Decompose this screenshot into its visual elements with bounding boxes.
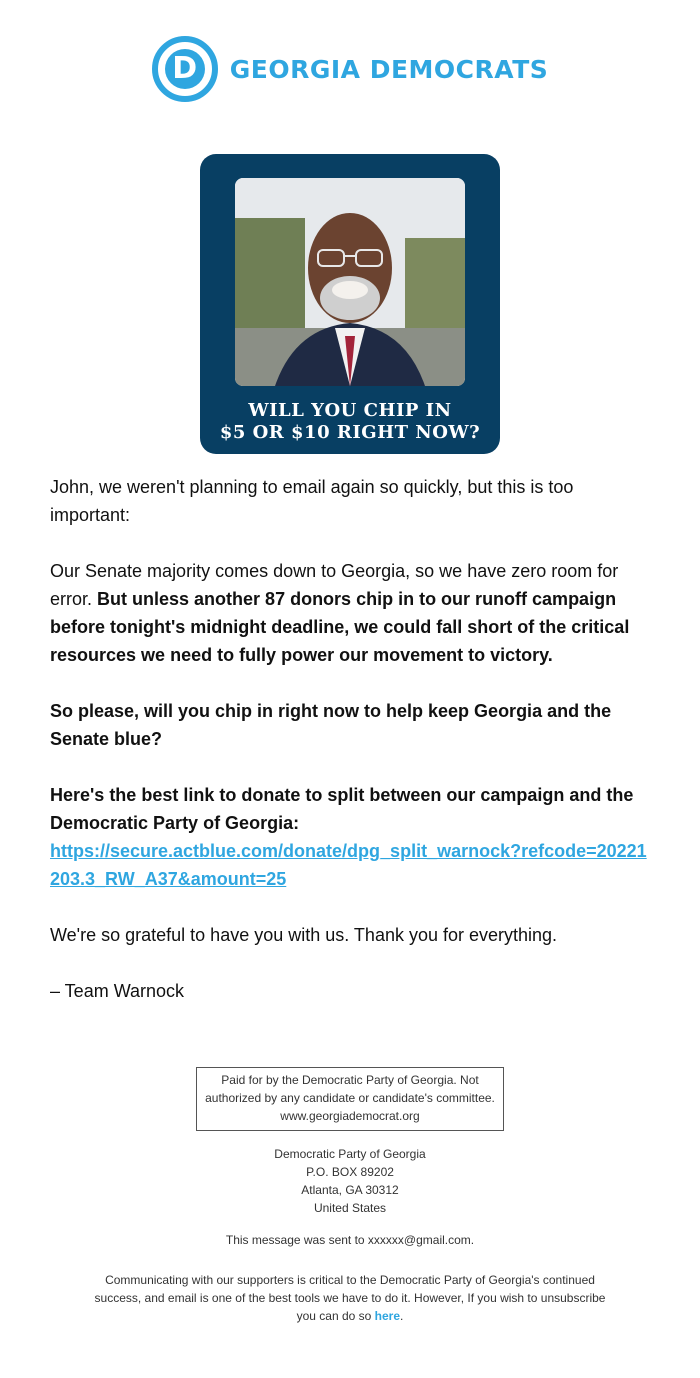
- address-line: P.O. BOX 89202: [306, 1165, 394, 1179]
- candidate-photo: [235, 178, 465, 386]
- unsubscribe-end: .: [400, 1309, 404, 1323]
- email-header: [0, 36, 700, 102]
- hero-caption-line1: WILL YOU CHIP IN: [248, 400, 452, 421]
- hero-image[interactable]: [200, 154, 500, 454]
- body-majority-plain: Our Senate majority comes down to Georgia, so we have zero room for error.: [50, 561, 619, 609]
- donate-link[interactable]: https://secure.actblue.com/donate/dpg_split_warnock?refcode=20221203.3_RW_A37&amount=25: [50, 841, 647, 889]
- unsubscribe-notice: [90, 1271, 610, 1325]
- disclaimer-line: authorized by any candidate or candidate's committee.: [205, 1091, 495, 1105]
- body-paragraph-thanks: We're so grateful to have you with us. Thank you for everything.: [50, 925, 558, 945]
- unsubscribe-text: Communicating with our supporters is critical to the Democratic Party of Georgia's continued success, and email is one of the best tools we have to do it. However, If you wish to unsubscribe you can do so: [94, 1273, 606, 1323]
- candidate-photo-illustration: [235, 178, 465, 386]
- address-line: Atlanta, GA 30312: [301, 1183, 399, 1197]
- georgia-democrats-logo[interactable]: [152, 36, 549, 102]
- unsubscribe-link[interactable]: here: [374, 1309, 401, 1323]
- logo-letter: D: [165, 49, 205, 89]
- body-paragraph-link: [50, 781, 650, 893]
- body-paragraph-ask: [50, 697, 650, 753]
- disclaimer-website: www.georgiademocrat.org: [280, 1109, 420, 1123]
- paid-for-disclaimer: [196, 1067, 504, 1131]
- hero-caption-line2: $5 OR $10 RIGHT NOW?: [219, 422, 481, 443]
- body-paragraph-intro: John, we weren't planning to email again so quickly, but this is too important:: [50, 477, 574, 525]
- signature: – Team Warnock: [50, 981, 185, 1001]
- logo-text: GEORGIA DEMOCRATS: [229, 54, 549, 84]
- mailing-address: [0, 1145, 700, 1217]
- hero-caption: [200, 400, 500, 444]
- body-link-intro: Here's the best link to donate to split between our campaign and the Democratic Party of Georgia:: [50, 785, 634, 833]
- address-line: United States: [313, 1201, 387, 1215]
- body-ask-bold: So please, will you chip in right now to help keep Georgia and the Senate blue?: [50, 701, 612, 749]
- body-majority-bold: But unless another 87 donors chip in to our runoff campaign before tonight's midnight deadline, we could fall short of the critical resources we need to fully power our movement to victory.: [50, 589, 630, 665]
- email-body: [50, 473, 650, 1033]
- sent-to-notice: This message was sent to xxxxxx@gmail.com.: [225, 1233, 475, 1247]
- disclaimer-line: Paid for by the Democratic Party of Georgia. Not: [221, 1073, 479, 1087]
- email-footer: [0, 1067, 700, 1325]
- body-paragraph-majority: [50, 557, 650, 669]
- address-line: Democratic Party of Georgia: [274, 1147, 426, 1161]
- logo-circle-icon: [152, 36, 218, 102]
